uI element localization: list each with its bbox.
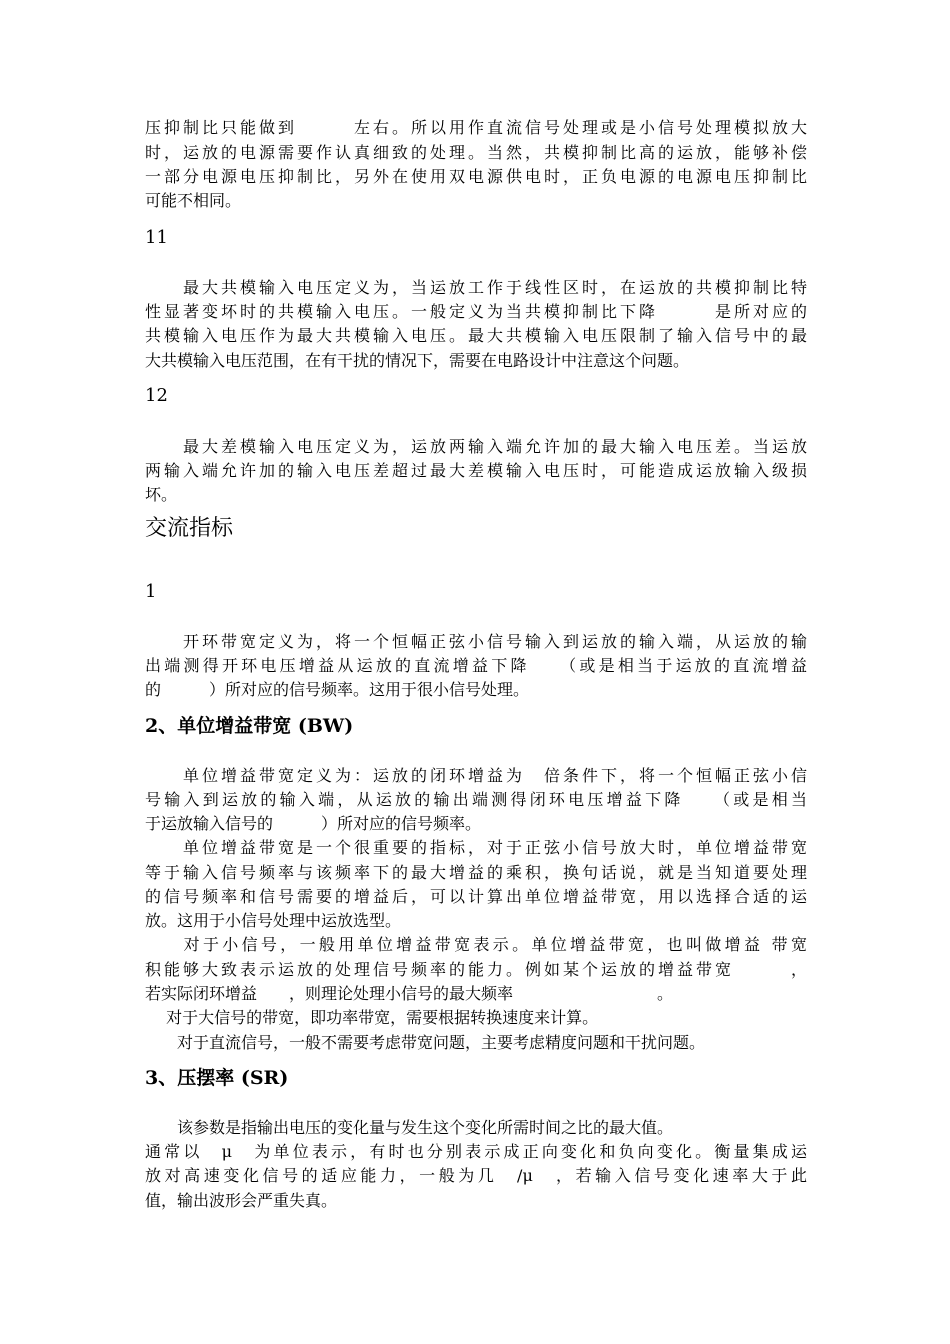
text-line-p1-4: 可能不相同。 [145,191,242,210]
text-line-p3-1: 最大差模输入电压定义为，运放两输入端允许加的最大输入电压差。当运放 [145,437,807,456]
text-line-h2: 2、单位增益带宽 (BW) [145,715,354,737]
text-line-p1-2: 时，运放的电源需要作认真细致的处理。当然，共模抑制比高的运放，能够补偿 [145,143,807,162]
text-line-p6-3: 的信号频率和信号需要的增益后，可以计算出单位增益带宽，用以选择合适的运 [145,887,807,906]
text-line-p7-3: 若实际闭环增益 ，则理论处理小信号的最大频率 。 [145,984,674,1003]
text-line-p5-2: 号输入到运放的输入端，从运放的输出端测得闭环电压增益下降 （或是相当 [145,790,807,809]
text-line-p6-2: 等于输入信号频率与该频率下的最大增益的乘积，换句话说，就是当知道要处理 [145,863,807,882]
text-line-p6-1: 单位增益带宽是一个很重要的指标，对于正弦小信号放大时，单位增益带宽 [145,838,807,857]
text-line-n11: 11 [145,227,168,248]
text-line-p5-3: 于运放输入信号的 ）所对应的信号频率。 [145,814,482,833]
text-line-p1-3: 一部分电源电压抑制比，另外在使用双电源供电时，正负电源的电源电压抑制比 [145,167,807,186]
text-line-p1-1: 压抑制比只能做到 左右。所以用作直流信号处理或是小信号处理模拟放大 [145,118,807,137]
text-line-n1: 1 [145,581,157,602]
text-line-p2-2: 性显著变坏时的共模输入电压。一般定义为当共模抑制比下降 是所对应的 [145,302,807,321]
text-line-p7-1: 对于小信号，一般用单位增益带宽表示。单位增益带宽，也叫做增益 带宽 [145,935,807,954]
text-line-p2-1: 最大共模输入电压定义为，当运放工作于线性区时，在运放的共模抑制比特 [145,278,807,297]
text-line-p4-3: 的 ）所对应的信号频率。这用于很小信号处理。 [145,680,530,699]
text-line-p6-4: 放。这用于小信号处理中运放选型。 [145,911,402,930]
text-line-h-ac: 交流指标 [145,516,234,541]
text-line-h3: 3、压摆率 (SR) [145,1067,289,1089]
text-line-p8-1: 对于大信号的带宽，即功率带宽，需要根据转换速度来计算。 [145,1008,599,1027]
text-line-p3-3: 坏。 [145,485,178,504]
text-line-p4-2: 出端测得开环电压增益从运放的直流增益下降 （或是相当于运放的直流增益 [145,656,807,675]
text-line-p5-1: 单位增益带宽定义为：运放的闭环增益为 倍条件下，将一个恒幅正弦小信 [145,766,807,785]
text-line-p10-4: 值，输出波形会严重失真。 [145,1191,338,1210]
text-line-p10-2: 通常以 μ 为单位表示，有时也分别表示成正向变化和负向变化。衡量集成运 [145,1142,807,1161]
text-line-n12: 12 [145,385,168,406]
text-line-p7-2: 积能够大致表示运放的处理信号频率的能力。例如某个运放的增益带宽 ， [145,960,807,979]
text-line-p2-4: 大共模输入电压范围，在有干扰的情况下，需要在电路设计中注意这个问题。 [145,351,690,370]
text-line-p2-3: 共模输入电压作为最大共模输入电压。最大共模输入电压限制了输入信号中的最 [145,326,807,345]
text-line-p10-1: 该参数是指输出电压的变化量与发生这个变化所需时间之比的最大值。 [145,1118,674,1137]
text-line-p9-1: 对于直流信号，一般不需要考虑带宽问题，主要考虑精度问题和干扰问题。 [145,1033,706,1052]
text-line-p3-2: 两输入端允许加的输入电压差超过最大差模输入电压时，可能造成运放输入级损 [145,461,807,480]
text-line-p10-3: 放对高速变化信号的适应能力，一般为几 /μ ，若输入信号变化速率大于此 [145,1166,807,1185]
text-line-p4-1: 开环带宽定义为，将一个恒幅正弦小信号输入到运放的输入端，从运放的输 [145,632,807,651]
